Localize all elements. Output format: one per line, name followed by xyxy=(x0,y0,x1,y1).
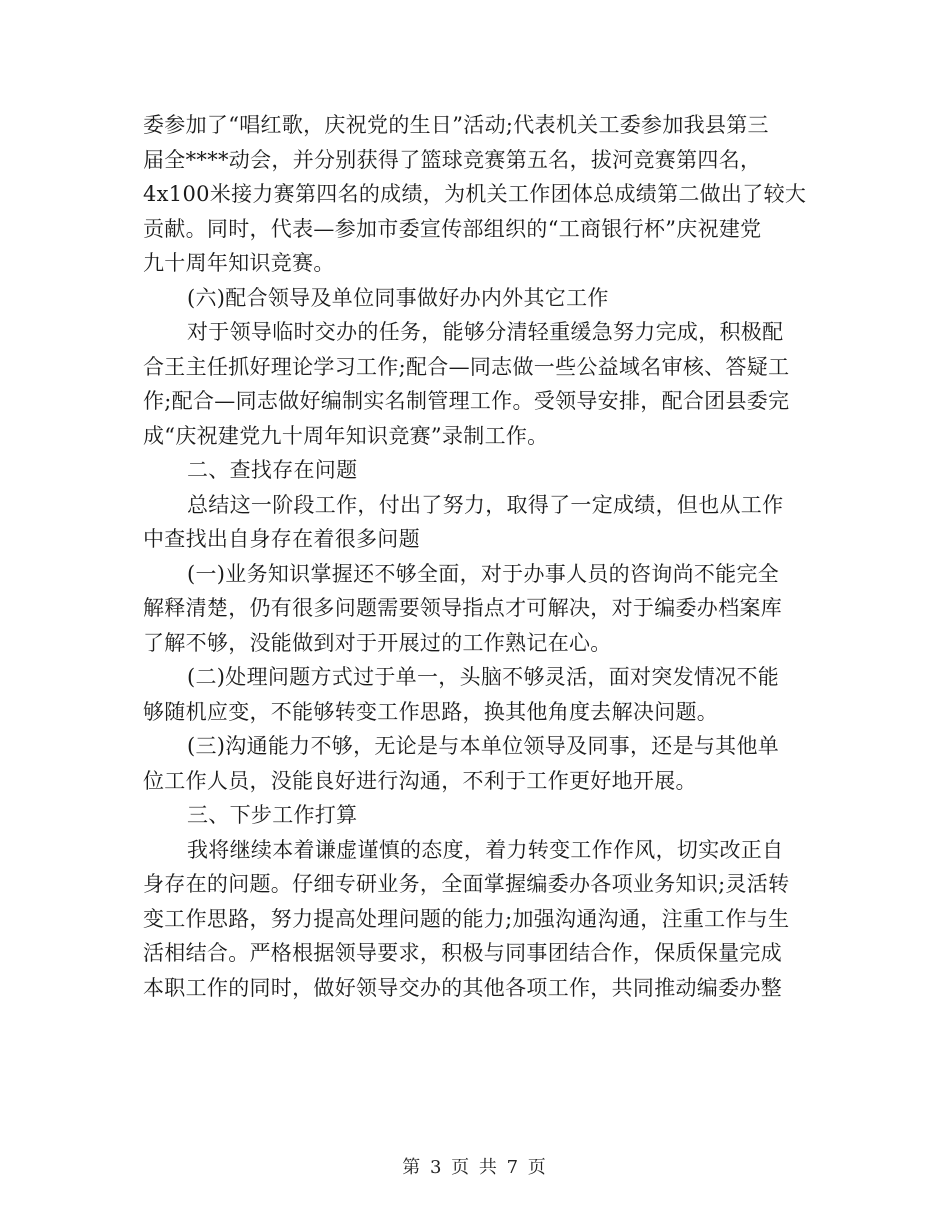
paragraph-p8 xyxy=(143,729,808,798)
text-line: 够随机应变，不能够转变工作思路，换其他角度去解决问题。 xyxy=(143,699,719,724)
paragraph-p5 xyxy=(143,488,808,557)
text-line: (一)业务知识掌握还不够全面，对于办事人员的咨询尚不能完全 xyxy=(187,561,780,586)
text-line: 变工作思路，努力提高处理问题的能力;加强沟通沟通，注重工作与生 xyxy=(143,906,790,931)
text-line: 解释清楚，仍有很多问题需要领导指点才可解决，对于编委办档案库 xyxy=(143,596,782,620)
document-body xyxy=(143,108,808,1005)
text-line: 位工作人员，没能良好进行沟通，不利于工作更好地开展。 xyxy=(143,768,697,793)
text-line: 对于领导临时交办的任务，能够分清轻重缓急努力完成，积极配 xyxy=(187,320,784,344)
paragraph-p4 xyxy=(143,453,808,488)
text-line: 总结这一阶段工作，付出了努力，取得了一定成绩，但也从工作 xyxy=(187,492,784,517)
paragraph-p10 xyxy=(143,833,808,1006)
text-line: 届全****动会，并分别获得了篮球竞赛第五名，拔河竞赛第四名， xyxy=(143,147,762,172)
text-line: 身存在的问题。仔细专研业务，全面掌握编委办各项业务知识;灵活转 xyxy=(143,872,790,896)
text-line: 二、查找存在问题 xyxy=(187,458,358,482)
paragraph-p9 xyxy=(143,798,808,833)
paragraph-p3 xyxy=(143,315,808,453)
paragraph-p7 xyxy=(143,660,808,729)
text-line: 委参加了“唱红歌，庆祝党的生日”活动;代表机关工委参加我县第三 xyxy=(143,113,769,137)
text-line: 4x100米接力赛第四名的成绩，为机关工作团体总成绩第二做出了较大 xyxy=(143,182,807,206)
text-line: 中查找出自身存在着很多问题 xyxy=(143,527,420,551)
text-line: 合王主任抓好理论学习工作;配合—同志做一些公益域名审核、答疑工 xyxy=(143,354,790,379)
page-number-footer: 第 3 页 共 7 页 xyxy=(402,1157,548,1178)
paragraph-p6 xyxy=(143,557,808,661)
text-line: (二)处理问题方式过于单一，头脑不够灵活，面对突发情况不能 xyxy=(187,665,780,689)
text-line: 了解不够，没能做到对于开展过的工作熟记在心。 xyxy=(143,630,612,655)
text-line: 我将继续本着谦虚谨慎的态度，着力转变工作作风，切实改正自 xyxy=(187,837,784,862)
text-line: 成“庆祝建党九十周年知识竞赛”录制工作。 xyxy=(143,423,549,448)
text-line: 贡献。同时，代表—参加市委宣传部组织的“工商银行杯”庆祝建党 xyxy=(143,216,762,241)
text-line: 作;配合—同志做好编制实名制管理工作。受领导安排，配合团县委完 xyxy=(143,389,790,413)
text-line: 本职工作的同时，做好领导交办的其他各项工作，共同推动编委办整 xyxy=(143,975,782,1000)
text-line: 三、下步工作打算 xyxy=(187,803,358,827)
paragraph-p1 xyxy=(143,108,808,281)
text-line: 活相结合。严格根据领导要求，积极与同事团结合作，保质保量完成 xyxy=(143,941,782,965)
text-line: 九十周年知识竞赛。 xyxy=(143,251,335,275)
text-line: (三)沟通能力不够，无论是与本单位领导及同事，还是与其他单 xyxy=(187,734,780,758)
text-line: (六)配合领导及单位同事做好办内外其它工作 xyxy=(187,285,609,310)
paragraph-p2 xyxy=(143,281,808,316)
